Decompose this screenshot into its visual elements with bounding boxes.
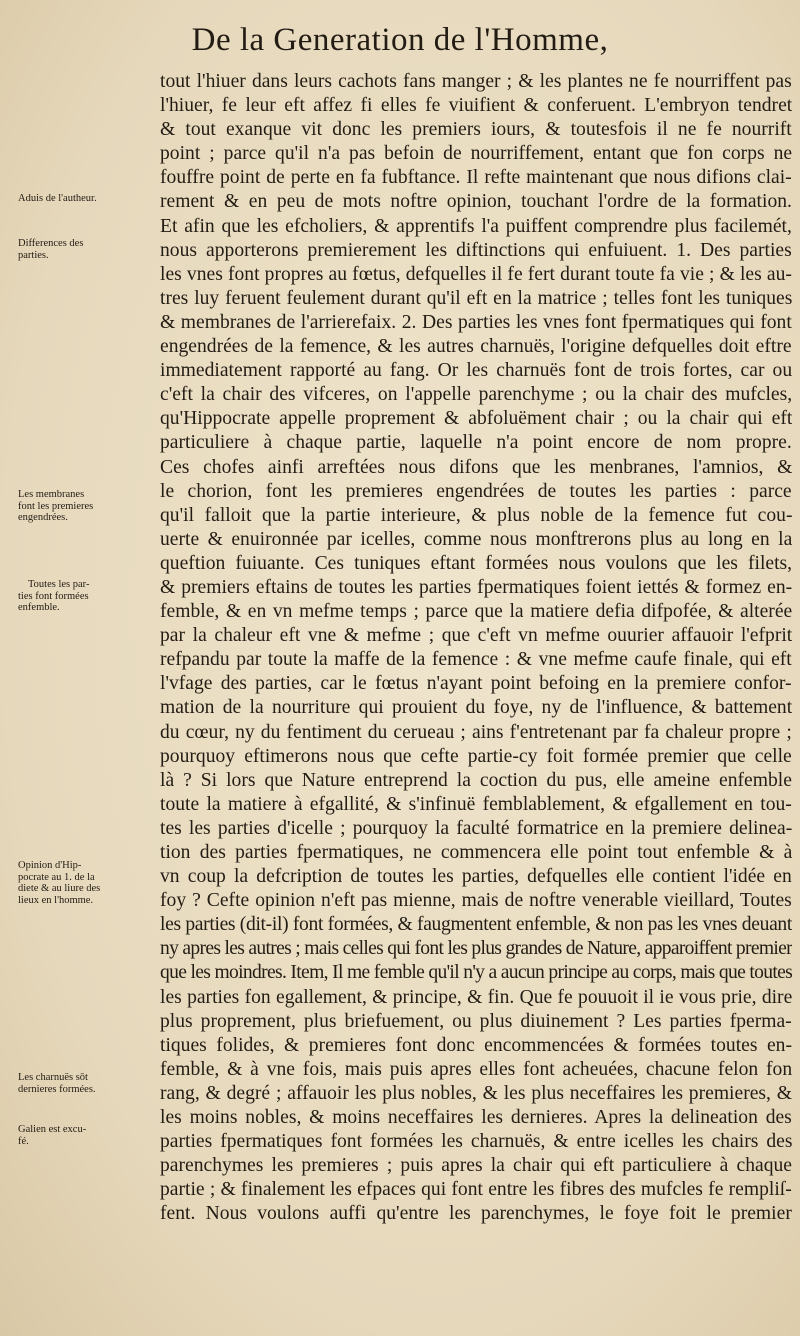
text-line: qu'il falloit que la partie interieure, & plus noble de la femence fut cou- [160, 504, 792, 526]
text-line: tion des parties fpermatiques, ne commencera elle point tout enfemble & à [160, 842, 792, 863]
margin-note-hippocrates: Opinion d'Hip- pocrate au 1. de la diete & au liure des lieux en l'homme. [18, 860, 101, 906]
text-line: & membranes de l'arrierefaix. 2. Des parties les vnes font fpermatiques qui font [160, 311, 792, 333]
text-line: foy ? Cefte opinion n'eft pas mienne, mais de noftre venerable vieillard, Toutes [160, 890, 792, 912]
text-line: par la chaleur eft vne & mefme ; que c'eft vn mefme ouurier affauoir l'efprit [160, 625, 792, 647]
text-line: engendrées de la femence, & les autres charnuës, l'origine defquelles doit eftre [160, 336, 792, 358]
text-line: fouffre point de perte en fa fubftance. Il refte maintenant que nous difions clai- [160, 167, 792, 189]
text-line: parties fpermatiques font formées les charnuës, & entre icelles les chairs des [160, 1131, 792, 1153]
text-line: tes les parties d'icelle ; pourquoy la faculté formatrice en la premiere delinea- [160, 817, 792, 839]
text-line: uerte & enuironnée par icelles, comme nous monftrerons plus au long en la [160, 528, 792, 550]
margin-note-differences: Differences des parties. [18, 238, 84, 261]
text-line: les parties (dit-il) font formées, & faugmentent enfemble, & non pas les vnes deuant [160, 914, 792, 936]
text-line: les parties fon egallement, & principe, & fin. Que fe pouuoit il ie vous prie, dire [160, 986, 792, 1008]
text-line: nous apporterons premierement les diftinctions qui enfuiuent. 1. Des parties [160, 239, 792, 261]
text-line: parenchymes les premieres ; puis apres la chair qui eft particuliere à chaque [160, 1155, 792, 1177]
body-text [160, 70, 792, 1227]
text-line: femble, & à vne fois, mais puis apres elles font acheuées, chacune felon fon [160, 1058, 792, 1080]
text-line: plus proprement, plus briefuement, ou plus diuinement ? Les parties fperma- [160, 1010, 792, 1032]
text-line: rang, & degré ; affauoir les plus nobles, & les plus neceffaires les premieres, & [160, 1082, 792, 1104]
running-title: De la Generation de l'Homme, [191, 22, 609, 58]
text-line: tres luy feruent feulement durant qu'il eft en la matrice ; telles font les tuniques [160, 287, 792, 309]
text-line: immediatement rapporté au fang. Or les charnuës font de trois fortes, car ou [160, 360, 792, 382]
text-line: vn coup la defcription de toutes les parties, defquelles elle contient l'idée en [160, 866, 792, 888]
text-line: le chorion, font les premieres engendrées de toutes les parties : parce [160, 480, 792, 502]
text-line: mation de la nourriture qui prouient du foye, ny de l'influence, & battement [160, 697, 792, 719]
text-line: là ? Si lors que Nature entreprend la coction du pus, elle ameine enfemble [160, 769, 792, 791]
margin-note-galen: Galien est excu- fé. [18, 1124, 87, 1147]
text-line: queftion fuiuante. Ces tuniques eftant formées nous voulons que les filets, [160, 552, 792, 574]
text-line: particuliere à chaque partie, laquelle n'a point encore de nom propre. [160, 432, 792, 454]
text-line: l'hiuer, fe leur eft affez fi elles fe viuifient & conferuent. L'embryon tendret [160, 95, 792, 117]
text-line: partie ; & finalement les efpaces qui font entre les fibres des mufcles fe rempliſ- [160, 1179, 792, 1201]
text-line: les vnes font propres au fœtus, defquelles il fe fert durant toute fa vie ; & les au- [160, 263, 792, 285]
text-line: du cœur, ny du fentiment du cerueau ; ains f'entretenant par fa chaleur propre ; [160, 721, 792, 743]
text-line: Ces chofes ainfi arreftées nous difons que les menbranes, l'amnios, & [160, 456, 792, 478]
text-line: toute la matiere à efgallité, & s'infinuë femblablement, & efgallement en tou- [160, 793, 792, 815]
text-line: rement & en peu de mots noftre opinion, touchant l'ordre de la formation. [160, 191, 792, 213]
text-line: ny apres les autres ; mais celles qui font les plus grandes de Nature, apparoiffent premier [160, 938, 792, 960]
text-line: qu'Hippocrate appelle proprement & abfoluëment chair ; ou la chair qui eft [160, 408, 792, 430]
text-line: point ; parce qu'il n'a pas befoin de nourriffement, entant que fon corps ne [160, 143, 792, 165]
text-line: l'vfage des parties, car le fœtus n'ayant point befoing en la premiere confor- [160, 673, 792, 695]
text-line: & premiers eftains de toutes les parties fpermatiques foient iettés & formez en- [160, 576, 792, 598]
text-line: que les moindres. Item, Il me femble qu'il n'y a aucun principe au corps, mais que toutes [160, 962, 792, 984]
text-line: & tout exanque vit donc les premiers iours, & toutesfois il ne fe nourrift [160, 119, 792, 141]
margin-note-fleshy-parts: Les charnuës sōt dernieres formées. [18, 1072, 96, 1095]
margin-note-membranes: Les membranes font les premieres engendrées. [18, 489, 94, 523]
text-line: fent. Nous voulons auffi qu'entre les parenchymes, le foye foit le premier [160, 1203, 792, 1225]
text-line: tiques folides, & premieres font donc encommencées & formées toutes en- [160, 1034, 792, 1056]
margin-note-author: Aduis de l'autheur. [18, 193, 97, 204]
margin-note-all-parts: Toutes les par- ties font formées enfemble. [18, 579, 90, 613]
text-line: femble, & en vn mefme temps ; parce que la matiere defia difpofée, & alterée [160, 601, 792, 623]
text-line: tout l'hiuer dans leurs cachots fans manger ; & les plantes ne fe nourriffent pas [160, 71, 792, 92]
text-line: pourquoy eftimerons nous que cefte partie-cy foit formée premier que celle [160, 745, 792, 767]
text-line: refpandu par toute la maffe de la femence : & vne mefme caufe finale, qui eft [160, 649, 792, 671]
text-line: les moins nobles, & moins neceffaires les dernieres. Apres la delineation des [160, 1107, 792, 1129]
text-line: Et afin que les efcholiers, & apprentifs l'a puiffent comprendre plus facilemét, [160, 215, 792, 237]
text-line: c'eft la chair des vifceres, on l'appelle parenchyme ; ou la chair des mufcles, [160, 384, 792, 406]
